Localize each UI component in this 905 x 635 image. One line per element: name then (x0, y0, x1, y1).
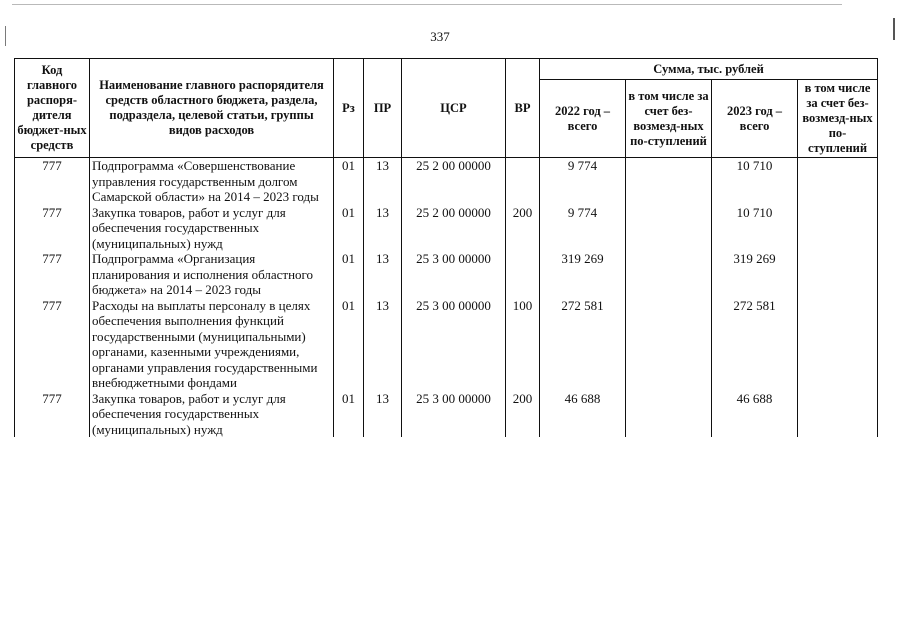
cell-2023-free (798, 205, 878, 252)
cell-pr: 13 (364, 205, 402, 252)
scan-mark-right (893, 18, 895, 40)
cell-2023-total: 10 710 (712, 158, 798, 205)
cell-code: 777 (15, 251, 90, 298)
cell-2023-free (798, 251, 878, 298)
cell-2022-total: 9 774 (540, 205, 626, 252)
cell-2023-total: 319 269 (712, 251, 798, 298)
header-code: Код главного распоря-дителя бюджет-ных средств (15, 59, 90, 158)
cell-vr: 200 (506, 205, 540, 252)
cell-2022-free (626, 391, 712, 438)
cell-2022-total: 46 688 (540, 391, 626, 438)
cell-rz: 01 (334, 251, 364, 298)
header-2023-free: в том числе за счет без-возмезд-ных по-ступлений (798, 80, 878, 158)
cell-csr: 25 2 00 00000 (402, 205, 506, 252)
cell-2023-free (798, 158, 878, 205)
cell-csr: 25 2 00 00000 (402, 158, 506, 205)
cell-code: 777 (15, 391, 90, 438)
header-2022-free: в том числе за счет без-возмезд-ных по-ступлений (626, 80, 712, 158)
cell-code: 777 (15, 205, 90, 252)
table-row (15, 298, 878, 391)
cell-pr: 13 (364, 391, 402, 438)
cell-rz: 01 (334, 391, 364, 438)
cell-csr: 25 3 00 00000 (402, 251, 506, 298)
header-vr: ВР (506, 59, 540, 158)
cell-2022-total: 9 774 (540, 158, 626, 205)
header-sum-group: Сумма, тыс. рублей (540, 59, 878, 80)
cell-2023-total: 10 710 (712, 205, 798, 252)
cell-rz: 01 (334, 298, 364, 391)
cell-name: Закупка товаров, работ и услуг для обеспечения государственных (муниципальных) нужд (90, 205, 334, 252)
cell-vr (506, 158, 540, 205)
cell-name: Подпрограмма «Организация планирования и исполнения областного бюджета» на 2014 – 2023 годы (90, 251, 334, 298)
cell-code: 777 (15, 298, 90, 391)
table-row (15, 251, 878, 298)
table-row (15, 205, 878, 252)
cell-vr: 200 (506, 391, 540, 438)
cell-pr: 13 (364, 158, 402, 205)
cell-name: Закупка товаров, работ и услуг для обеспечения государственных (муниципальных) нужд (90, 391, 334, 438)
header-csr: ЦСР (402, 59, 506, 158)
cell-name: Расходы на выплаты персоналу в целях обеспечения выполнения функций государственными (муниципальными) органами, казенными учреждениями, органами управления государственными внебюджетными фондами (90, 298, 334, 391)
budget-table (14, 58, 878, 437)
table-row (15, 158, 878, 205)
header-2023-total: 2023 год – всего (712, 80, 798, 158)
cell-2022-total: 319 269 (540, 251, 626, 298)
table-body (15, 158, 878, 438)
header-2022-total: 2022 год – всего (540, 80, 626, 158)
cell-code: 777 (15, 158, 90, 205)
header-name: Наименование главного распорядителя средств областного бюджета, раздела, подраздела, целевой статьи, группы видов расходов (90, 59, 334, 158)
cell-name: Подпрограмма «Совершенствование управления государственным долгом Самарской области» на 2014 – 2023 годы (90, 158, 334, 205)
cell-pr: 13 (364, 298, 402, 391)
cell-rz: 01 (334, 205, 364, 252)
cell-2022-free (626, 205, 712, 252)
cell-2023-total: 46 688 (712, 391, 798, 438)
cell-vr: 100 (506, 298, 540, 391)
cell-2022-free (626, 298, 712, 391)
table-header (15, 59, 878, 158)
page-number: 337 (430, 29, 450, 44)
cell-2022-total: 272 581 (540, 298, 626, 391)
cell-vr (506, 251, 540, 298)
cell-csr: 25 3 00 00000 (402, 298, 506, 391)
header-rz: Рз (334, 59, 364, 158)
cell-rz: 01 (334, 158, 364, 205)
cell-pr: 13 (364, 251, 402, 298)
cell-2023-free (798, 391, 878, 438)
cell-2022-free (626, 158, 712, 205)
cell-2023-total: 272 581 (712, 298, 798, 391)
cell-2023-free (798, 298, 878, 391)
cell-csr: 25 3 00 00000 (402, 391, 506, 438)
cell-2022-free (626, 251, 712, 298)
scan-edge-line (12, 4, 842, 5)
table-row (15, 391, 878, 438)
header-pr: ПР (364, 59, 402, 158)
